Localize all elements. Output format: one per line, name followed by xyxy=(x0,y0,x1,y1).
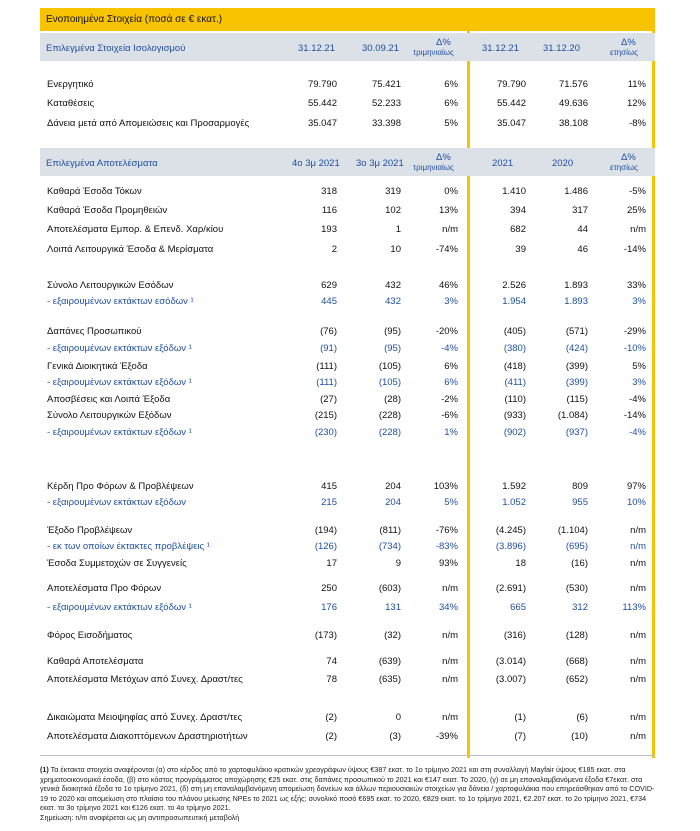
results-row-value: (126) xyxy=(314,541,337,552)
balance-row-value: 6% xyxy=(444,79,458,90)
balance-header-c1: 31.12.21 xyxy=(298,43,335,54)
results-row-value: 2 xyxy=(331,244,337,255)
results-row-value: (811) xyxy=(379,525,401,536)
results-row-label: Καθαρά Έσοδα Προμηθειών xyxy=(47,205,168,216)
results-header-c1: 4ο 3μ 2021 xyxy=(292,158,340,169)
results-row-label: - εξαιρουμένων εκτάκτων εξόδων ¹ xyxy=(47,343,192,354)
results-row-value: (3.896) xyxy=(495,541,526,552)
results-row-value: (27) xyxy=(320,394,337,405)
results-row-value: -39% xyxy=(435,731,458,742)
results-row xyxy=(40,361,655,377)
results-row-label: Λοιπά Λειτουργικά Έσοδα & Μερίσματα xyxy=(47,244,214,255)
results-header-c3: Δ% xyxy=(436,152,451,163)
results-row-label: Κέρδη Προ Φόρων & Προβλέψεων xyxy=(47,481,194,492)
results-row-value: 312 xyxy=(572,602,588,613)
results-row-value: -5% xyxy=(629,186,646,197)
results-row-value: 5% xyxy=(444,497,458,508)
results-row-value: -14% xyxy=(623,244,646,255)
results-row-label: - εξαιρουμένων εκτάκτων εξόδων ¹ xyxy=(47,427,192,438)
results-row-value: 319 xyxy=(385,186,401,197)
results-row-value: -20% xyxy=(435,326,458,337)
results-row-value: n/m xyxy=(630,525,646,536)
results-row-value: (933) xyxy=(503,410,526,421)
results-row xyxy=(40,583,655,599)
balance-header-c3: Δ% xyxy=(436,37,451,48)
results-row-value: 74 xyxy=(326,656,337,667)
results-row-value: (173) xyxy=(314,630,337,641)
results-row-label: Δαπάνες Προσωπικού xyxy=(47,326,142,337)
results-row-label: Δικαιώματα Μειοψηφίας από Συνεχ. Δραστ/τες xyxy=(47,712,243,723)
results-row-value: (734) xyxy=(378,541,401,552)
balance-row-value: 38.108 xyxy=(558,118,588,129)
results-row-value: -29% xyxy=(623,326,646,337)
results-row-value: -74% xyxy=(435,244,458,255)
results-row-value: (228) xyxy=(378,410,401,421)
results-row-value: (937) xyxy=(565,427,588,438)
results-row-value: 13% xyxy=(438,205,458,216)
results-row-value: n/m xyxy=(630,630,646,641)
results-row xyxy=(40,394,655,410)
results-row-value: (316) xyxy=(503,630,526,641)
results-row-value: n/m xyxy=(630,656,646,667)
results-row xyxy=(40,343,655,359)
balance-row-value: 55.442 xyxy=(496,98,526,109)
results-row-label: Έσοδα Συμμετοχών σε Συγγενείς xyxy=(47,558,187,569)
results-row-value: 18 xyxy=(515,558,526,569)
results-row xyxy=(40,280,655,296)
results-row-value: 3% xyxy=(444,296,458,307)
results-row-value: 394 xyxy=(510,205,526,216)
results-row-value: (405) xyxy=(503,326,526,337)
results-row-label: Έξοδο Προβλέψεων xyxy=(47,525,133,536)
results-row-value: (95) xyxy=(384,343,401,354)
results-row-value: (6) xyxy=(576,712,588,723)
results-row-value: (32) xyxy=(384,630,401,641)
results-row xyxy=(40,525,655,541)
results-row-value: (530) xyxy=(565,583,588,594)
results-row-label: - εξαιρουμένων εκτάκτων εξόδων xyxy=(47,497,187,508)
results-row-value: (16) xyxy=(571,558,588,569)
results-row xyxy=(40,377,655,393)
results-row-value: 34% xyxy=(438,602,458,613)
results-row-value: 415 xyxy=(321,481,337,492)
results-row-value: (902) xyxy=(503,427,526,438)
balance-row xyxy=(40,98,655,114)
results-row-value: 97% xyxy=(626,481,646,492)
results-row-value: 445 xyxy=(321,296,337,307)
results-row-value: (668) xyxy=(565,656,588,667)
results-row-value: 6% xyxy=(444,361,458,372)
results-row-value: n/m xyxy=(442,583,458,594)
balance-row-value: 6% xyxy=(444,98,458,109)
balance-row-value: 71.576 xyxy=(558,79,588,90)
results-row-label: Αποτελέσματα Εμπορ. & Επενδ. Χαρ/κίου xyxy=(47,224,224,235)
results-row-value: 5% xyxy=(632,361,646,372)
results-row xyxy=(40,186,655,202)
results-row-label: Καθαρά Αποτελέσματα xyxy=(47,656,144,667)
footnote-mark: (1) xyxy=(40,765,49,774)
results-row xyxy=(40,497,655,513)
balance-row-value: 12% xyxy=(626,98,646,109)
results-row xyxy=(40,712,655,728)
balance-row-value: 79.790 xyxy=(307,79,337,90)
results-row-label: Σύνολο Λειτουργικών Εσόδων xyxy=(47,280,174,291)
results-row-value: (652) xyxy=(565,674,588,685)
balance-row-value: 33.398 xyxy=(371,118,401,129)
results-row-value: (95) xyxy=(384,326,401,337)
results-row-value: 46 xyxy=(577,244,588,255)
results-row-value: 629 xyxy=(321,280,337,291)
results-row-value: (380) xyxy=(503,343,526,354)
results-row-value: 102 xyxy=(385,205,401,216)
balance-row-value: 5% xyxy=(444,118,458,129)
results-row-value: 116 xyxy=(321,205,337,216)
results-row-label: - εξαιρουμένων εκτάκτων εσόδων ¹ xyxy=(47,296,194,307)
results-row-value: n/m xyxy=(442,656,458,667)
results-row xyxy=(40,410,655,426)
results-row-value: 46% xyxy=(438,280,458,291)
results-row-value: 1.954 xyxy=(502,296,526,307)
results-row-value: 9 xyxy=(395,558,401,569)
results-row-value: (639) xyxy=(378,656,401,667)
results-row-value: n/m xyxy=(442,712,458,723)
results-row-value: 10 xyxy=(390,244,401,255)
results-row xyxy=(40,656,655,672)
results-row-value: (3.014) xyxy=(495,656,526,667)
balance-row-value: 75.421 xyxy=(371,79,401,90)
results-row-value: (399) xyxy=(565,377,588,388)
results-row-value: (2) xyxy=(325,731,337,742)
balance-row-value: 35.047 xyxy=(496,118,526,129)
results-row-value: 1.893 xyxy=(564,280,588,291)
results-header-c2: 3ο 3μ 2021 xyxy=(356,158,404,169)
results-row-value: 44 xyxy=(577,224,588,235)
balance-header-c3sub: τριμηνιαίως xyxy=(413,48,454,57)
results-row-label: Φόρος Εισοδήματος xyxy=(47,630,133,641)
results-row-value: -76% xyxy=(435,525,458,536)
results-header-c6: Δ% xyxy=(621,152,636,163)
results-row-value: n/m xyxy=(630,224,646,235)
results-row-value: 1 xyxy=(395,224,401,235)
results-row xyxy=(40,481,655,497)
results-row-label: Αποτελέσματα Διακοπτόμενων Δραστηριοτήτων xyxy=(47,731,248,742)
results-row-value: 2.526 xyxy=(502,280,526,291)
results-row xyxy=(40,630,655,646)
results-row-value: (76) xyxy=(320,326,337,337)
results-row-value: (424) xyxy=(565,343,588,354)
results-row-value: 1% xyxy=(444,427,458,438)
results-header-c3sub: τριμηνιαίως xyxy=(413,163,454,172)
table-title: Ενοποιημένα Στοιχεία (ποσά σε € εκατ.) xyxy=(40,8,655,31)
results-row-value: 682 xyxy=(510,224,526,235)
results-row-value: 432 xyxy=(385,280,401,291)
results-row-label: - εκ των οποίων έκτακτες προβλέψεις ¹ xyxy=(47,541,210,552)
balance-row-value: 49.636 xyxy=(558,98,588,109)
results-row-value: (695) xyxy=(565,541,588,552)
results-header xyxy=(40,148,655,176)
results-row-label: Γενικά Διοικητικά Έξοδα xyxy=(47,361,148,372)
results-row-value: (128) xyxy=(565,630,588,641)
results-row-value: -10% xyxy=(623,343,646,354)
results-row-value: n/m xyxy=(442,224,458,235)
results-row-value: 39 xyxy=(515,244,526,255)
results-row-value: 1.410 xyxy=(502,186,526,197)
results-row-value: 176 xyxy=(321,602,337,613)
balance-row-value: 79.790 xyxy=(496,79,526,90)
results-row-value: n/m xyxy=(630,731,646,742)
balance-row xyxy=(40,118,655,134)
results-row-value: 113% xyxy=(622,602,646,613)
results-row xyxy=(40,244,655,260)
results-row-value: 0% xyxy=(444,186,458,197)
results-row-value: 0 xyxy=(395,712,401,723)
results-row-value: (3.007) xyxy=(495,674,526,685)
balance-row-value: 35.047 xyxy=(307,118,337,129)
table-bottom-rule xyxy=(40,755,655,756)
results-row-value: (28) xyxy=(384,394,401,405)
results-row-value: 665 xyxy=(510,602,526,613)
results-row-value: (105) xyxy=(378,361,401,372)
results-row-value: (3) xyxy=(389,731,401,742)
results-row-label: Αποσβέσεις και Λοιπά Έξοδα xyxy=(47,394,171,405)
results-row xyxy=(40,602,655,618)
results-row-value: 809 xyxy=(572,481,588,492)
results-row-value: (635) xyxy=(378,674,401,685)
results-row-value: 131 xyxy=(385,602,401,613)
balance-row xyxy=(40,79,655,95)
results-row-value: (411) xyxy=(504,377,526,388)
results-row-value: (115) xyxy=(566,394,588,405)
results-row-value: -6% xyxy=(441,410,458,421)
results-row-value: -14% xyxy=(623,410,646,421)
results-row-value: -83% xyxy=(435,541,458,552)
results-row-label: Αποτελέσματα Μετόχων από Συνεχ. Δραστ/τες xyxy=(47,674,243,685)
results-row-value: (228) xyxy=(378,427,401,438)
results-row-value: n/m xyxy=(630,674,646,685)
results-row-label: Καθαρά Έσοδα Τόκων xyxy=(47,186,142,197)
results-row-value: -4% xyxy=(629,394,646,405)
results-row-value: n/m xyxy=(630,583,646,594)
results-row-value: (2.691) xyxy=(495,583,526,594)
results-row-value: 955 xyxy=(572,497,588,508)
results-row-value: 3% xyxy=(632,377,646,388)
results-row-value: (418) xyxy=(503,361,526,372)
results-row-value: 6% xyxy=(444,377,458,388)
results-row-value: 432 xyxy=(385,296,401,307)
results-row-value: 93% xyxy=(438,558,458,569)
footnote-text: Τα έκτακτα στοιχεία αναφέρονται (α) στο κέρδος από το χαρτοφυλάκιο κρατικών χρεογράφων ύψους €387 εκατ. το 1ο τρίμηνο 2021 και στη συναλλαγή Mayfair ύψους €185 εκατ. στα χρηματοοικονομικά έσοδα, (β) στο κόστος προγράμματος αποχώρησης €25 εκατ. στις δαπάνες προσωπικού το 2021 και €147 εκατ. Το 2020, (γ) σε μη επαναλαμβανόμενα έξοδα €7εκατ. στα γενικά διοικητικά έξοδα το 1ο τρίμηνο 2021, (δ) στη μη επαναλαμβανόμενη απομείωση δανείων και άλλων περιουσιακών στοιχείων για δάνεια / χαρτοφυλάκια που επηρεάσθηκαν από το COVID-19 το 2020 και απομείωση στο πλαίσιο του πλάνου μείωσης NPEs το 2021 ως εξής: συνολικό ποσό €695 εκατ. το 2020, €829 εκατ. το 1ο τρίμηνο 2021, €2.207 εκατ. το 2ο τρίμηνο 2021, €734 εκατ. το 3ο τρίμηνο 2021 και €126 εκατ. το 4ο τρίμηνο 2021. xyxy=(40,765,655,813)
results-row-value: n/m xyxy=(442,630,458,641)
results-row-value: -4% xyxy=(441,343,458,354)
results-row-value: (111) xyxy=(316,361,337,372)
results-row-value: n/m xyxy=(630,712,646,723)
results-row-label: - εξαιρουμένων εκτάκτων εξόδων ¹ xyxy=(47,377,192,388)
results-row-value: -4% xyxy=(629,427,646,438)
results-row-value: 1.592 xyxy=(502,481,526,492)
balance-row-value: 55.442 xyxy=(307,98,337,109)
results-row xyxy=(40,558,655,574)
results-row-value: (194) xyxy=(314,525,337,536)
results-row-value: 1.893 xyxy=(564,296,588,307)
balance-header-c6sub: ετησίως xyxy=(610,48,638,57)
results-row-value: 1.052 xyxy=(502,497,526,508)
results-row-value: (10) xyxy=(571,731,588,742)
results-row-value: (110) xyxy=(504,394,526,405)
balance-header xyxy=(40,33,655,61)
footnote xyxy=(40,765,660,823)
results-row-value: 25% xyxy=(626,205,646,216)
balance-row-value: 11% xyxy=(627,79,646,90)
results-row-value: (7) xyxy=(514,731,526,742)
results-row xyxy=(40,731,655,747)
balance-row-label: Ενεργητικό xyxy=(47,79,94,90)
results-row-value: -2% xyxy=(441,394,458,405)
results-row-value: 1.486 xyxy=(564,186,588,197)
results-row-value: 33% xyxy=(626,280,646,291)
results-row-value: (1) xyxy=(514,712,526,723)
balance-row-label: Καταθέσεις xyxy=(47,98,95,109)
balance-row-label: Δάνεια μετά από Απομειώσεις και Προσαρμογές xyxy=(47,118,250,129)
results-row-value: 215 xyxy=(321,497,337,508)
results-row-label: Σύνολο Λειτουργικών Εξόδων xyxy=(47,410,172,421)
results-row xyxy=(40,326,655,342)
balance-header-c4: 31.12.21 xyxy=(482,43,519,54)
results-row-value: (1.084) xyxy=(557,410,588,421)
results-row-value: 317 xyxy=(572,205,588,216)
footnote-note: Σημείωση: n/m αναφέρεται ως μη αντιπροσωπευτική μεταβολή xyxy=(40,812,240,822)
results-row xyxy=(40,296,655,312)
results-row-value: n/m xyxy=(442,674,458,685)
balance-header-c5: 31.12.20 xyxy=(543,43,580,54)
results-row-value: 193 xyxy=(321,224,337,235)
results-header-c5: 2020 xyxy=(552,158,574,169)
results-row-value: 204 xyxy=(385,481,401,492)
results-row-value: (105) xyxy=(378,377,401,388)
results-row-value: (1.104) xyxy=(557,525,588,536)
balance-header-c2: 30.09.21 xyxy=(362,43,399,54)
balance-header-label: Επιλεγμένα Στοιχεία Ισολογισμού xyxy=(46,43,186,54)
balance-row-value: 52.233 xyxy=(371,98,401,109)
results-row-value: (399) xyxy=(565,361,588,372)
results-row-label: Αποτελέσματα Προ Φόρων xyxy=(47,583,162,594)
results-row-value: 318 xyxy=(321,186,337,197)
results-row xyxy=(40,541,655,557)
results-row-value: 17 xyxy=(326,558,337,569)
results-row-value: 10% xyxy=(626,497,646,508)
results-header-label: Επιλεγμένα Αποτελέσματα xyxy=(46,158,158,169)
results-row-value: 250 xyxy=(321,583,337,594)
results-row-value: (571) xyxy=(565,326,588,337)
results-row xyxy=(40,224,655,240)
results-row-value: 204 xyxy=(385,497,401,508)
results-row-value: (215) xyxy=(314,410,337,421)
results-row-value: (230) xyxy=(314,427,337,438)
results-row-value: (2) xyxy=(325,712,337,723)
results-row-value: (91) xyxy=(320,343,337,354)
results-row-value: (603) xyxy=(378,583,401,594)
results-row-value: (4.245) xyxy=(495,525,526,536)
results-row xyxy=(40,205,655,221)
results-row-value: 3% xyxy=(632,296,646,307)
balance-row-value: -8% xyxy=(629,118,646,129)
results-row-value: n/m xyxy=(630,558,646,569)
results-header-c4: 2021 xyxy=(492,158,514,169)
results-row-value: n/m xyxy=(630,541,646,552)
results-header-c6sub: ετησίως xyxy=(610,163,638,172)
results-row-value: (111) xyxy=(316,377,337,388)
results-row-label: - εξαιρουμένων εκτάκτων εξόδων ¹ xyxy=(47,602,192,613)
results-row-value: 103% xyxy=(433,481,458,492)
balance-header-c6: Δ% xyxy=(621,37,636,48)
results-row-value: 78 xyxy=(326,674,337,685)
results-row xyxy=(40,427,655,443)
results-row xyxy=(40,674,655,690)
